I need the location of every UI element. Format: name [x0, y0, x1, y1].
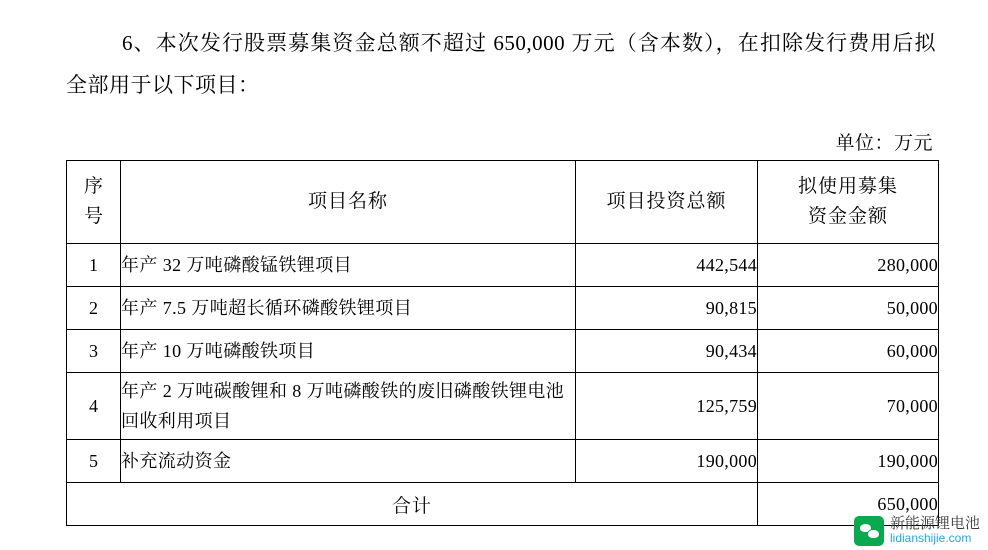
row-project-name: 年产 7.5 万吨超长循环磷酸铁锂项目: [121, 287, 576, 330]
header-raised-funds-line2: 资金金额: [807, 206, 888, 227]
total-raised-funds: 650,000: [758, 483, 939, 526]
fundraising-table: [66, 160, 939, 526]
row-no: 5: [67, 440, 121, 483]
row-raised-funds: 280,000: [758, 244, 939, 287]
paragraph: [66, 22, 936, 106]
row-project-name: 年产 10 万吨磷酸铁项目: [121, 330, 576, 373]
header-project-name: 项目名称: [121, 161, 576, 244]
unit-note: 单位：万元: [835, 133, 933, 154]
row-no: 4: [67, 373, 121, 440]
row-raised-funds: 190,000: [758, 440, 939, 483]
header-total-investment: 项目投资总额: [576, 161, 758, 244]
row-no: 3: [67, 330, 121, 373]
table-row: [67, 373, 939, 440]
watermark-url: lidianshijie.com: [889, 531, 972, 545]
row-project-name: 年产 2 万吨碳酸锂和 8 万吨磷酸铁的废旧磷酸铁锂电池回收利用项目: [121, 373, 576, 440]
row-total-investment: 125,759: [576, 373, 758, 440]
table-row: [67, 244, 939, 287]
watermark-name: 新能源锂电池: [889, 515, 980, 532]
row-total-investment: 190,000: [576, 440, 758, 483]
paragraph-number: 6、: [122, 31, 156, 55]
watermark: [854, 516, 980, 546]
row-total-investment: 90,815: [576, 287, 758, 330]
header-raised-funds: [758, 161, 939, 244]
table-row: [67, 440, 939, 483]
paragraph-text: 本次发行股票募集资金总额不超过 650,000 万元（含本数），在扣除发行费用后拟全部用于以下项目：: [66, 31, 936, 97]
row-project-name: 补充流动资金: [121, 440, 576, 483]
total-label: 合计: [67, 483, 758, 526]
header-no-line2: 号: [83, 206, 103, 227]
row-raised-funds: 50,000: [758, 287, 939, 330]
row-raised-funds: 60,000: [758, 330, 939, 373]
header-raised-funds-line1: 拟使用募集: [797, 176, 898, 197]
watermark-text: [890, 516, 980, 546]
header-no: [67, 161, 121, 244]
row-total-investment: 442,544: [576, 244, 758, 287]
table-row: [67, 287, 939, 330]
row-no: 2: [67, 287, 121, 330]
table-row: [67, 330, 939, 373]
row-no: 1: [67, 244, 121, 287]
row-project-name: 年产 32 万吨磷酸锰铁锂项目: [121, 244, 576, 287]
row-total-investment: 90,434: [576, 330, 758, 373]
header-no-line1: 序: [83, 176, 103, 197]
table-total-row: [67, 483, 939, 526]
table-header-row: [67, 161, 939, 244]
leaf-logo-icon: [854, 516, 884, 546]
row-raised-funds: 70,000: [758, 373, 939, 440]
